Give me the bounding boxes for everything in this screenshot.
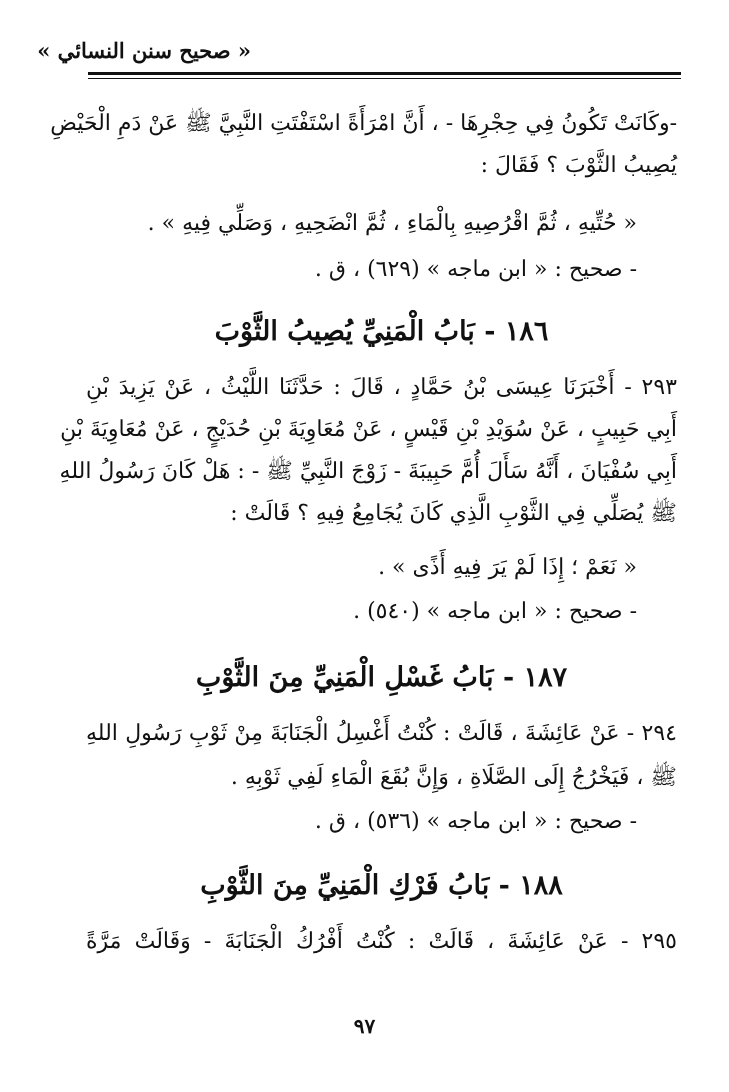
grading-line-3: - صحيح : « ابن ماجه » (٥٣٦) ، ق .	[314, 809, 637, 834]
grading-line-1: - صحيح : « ابن ماجه » (٦٢٩) ، ق .	[314, 257, 637, 282]
hadith-293-line-2: أَبِي حَبِيبٍ ، عَنْ سُوَيْدِ بْنِ قَيْسٍ ، عَنْ مُعَاوِيَةَ بْنِ حُدَيْجٍ ، عَنْ مُعَاوِيَةَ بْنِ	[60, 417, 677, 442]
hadith-294-line-1: ٢٩٤ - عَنْ عَائِشَةَ ، قَالَتْ : كُنْتُ أَغْسِلُ الْجَنَابَةَ مِنْ ثَوْبِ رَسُولِ اللهِ	[86, 721, 677, 746]
quote-line-2: « نَعَمْ ؛ إِذَا لَمْ يَرَ فِيهِ أَذًى » .	[378, 555, 637, 580]
hadith-295-line-1: ٢٩٥ - عَنْ عَائِشَةَ ، قَالَتْ : كُنْتُ أَفْرُكُ الْجَنَابَةَ - وَقَالَتْ مَرَّةً	[86, 929, 677, 954]
hadith-293-line-1: ٢٩٣ - أَخْبَرَنَا عِيسَى بْنُ حَمَّادٍ ، قَالَ : حَدَّثَنَا اللَّيْثُ ، عَنْ يَزِيدَ بْنِ	[86, 375, 677, 400]
grading-line-2: - صحيح : « ابن ماجه » (٥٤٠) .	[353, 599, 637, 624]
page-number: ٩٧	[353, 1014, 376, 1038]
hadith-294-line-2: ﷺ ، فَيَخْرُجُ إِلَى الصَّلَاةِ ، وَإِنَّ بُقَعَ الْمَاءِ لَفِي ثَوْبِهِ .	[230, 765, 677, 790]
chapter-heading-188: ١٨٨ - بَابُ فَرْكِ الْمَنِيِّ مِنَ الثَّوْبِ	[200, 870, 563, 901]
header-rule-thick	[88, 72, 681, 75]
chapter-heading-186: ١٨٦ - بَابُ الْمَنِيِّ يُصِيبُ الثَّوْبَ	[214, 316, 549, 347]
quote-line-1: « حُتِّيهِ ، ثُمَّ اقْرُصِيهِ بِالْمَاءِ ، ثُمَّ انْضَحِيهِ ، وَصَلِّي فِيهِ » .	[147, 211, 637, 236]
text-line-2: يُصِيبُ الثَّوْبَ ؟ فَقَالَ :	[480, 153, 677, 178]
hadith-293-line-3: أَبِي سُفْيَانَ ، أَنَّهُ سَأَلَ أُمَّ حَبِيبَةَ - زَوْجَ النَّبِيِّ ﷺ - : هَلْ كَانَ رَسُولُ اللهِ	[59, 459, 677, 484]
header-rule-thin	[88, 78, 681, 79]
hadith-293-line-4: ﷺ يُصَلِّي فِي الثَّوْبِ الَّذِي كَانَ يُجَامِعُ فِيهِ ؟ قَالَتْ :	[230, 501, 677, 526]
text-line-1: -وكَانَتْ تَكُونُ فِي حِجْرِهَا - ، أَنَّ امْرَأَةً اسْتَفْتَتِ النَّبِيَّ ﷺ عَنْ دَمِ الْحَيْضِ	[50, 111, 677, 136]
running-header-title: « صحيح سنن النسائي »	[37, 38, 251, 63]
chapter-heading-187: ١٨٧ - بَابُ غَسْلِ الْمَنِيِّ مِنَ الثَّوْبِ	[195, 662, 568, 693]
